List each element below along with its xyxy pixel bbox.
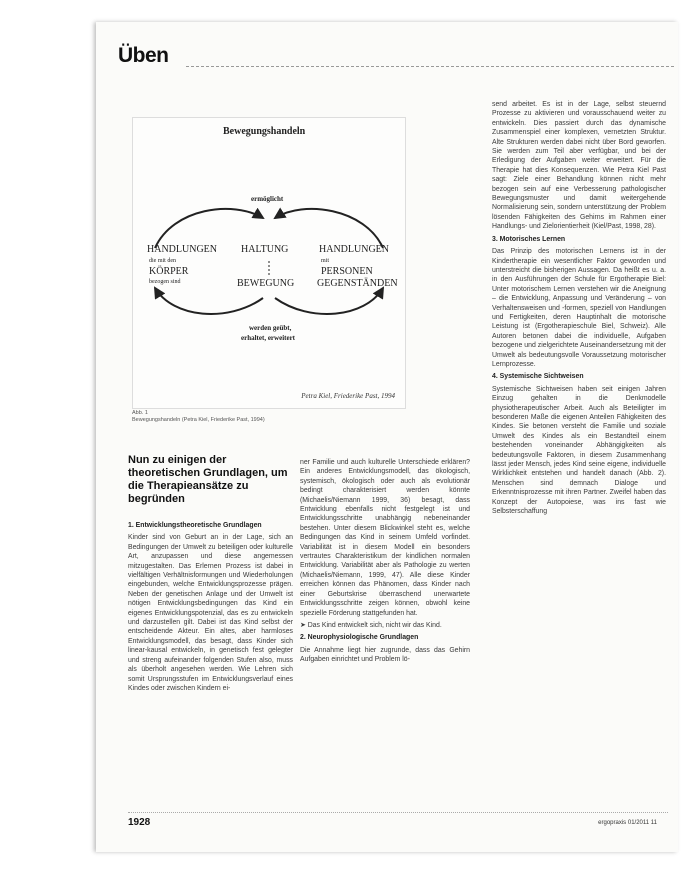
label-right-sub2: PERSONEN <box>321 266 373 277</box>
label-bottom-line2: erhaltet, erweitert <box>241 334 296 342</box>
column-1 <box>128 521 293 696</box>
bullet-text: Das Kind entwickelt sich, nicht wir das Kind. <box>307 621 442 629</box>
label-center-bottom: BEWEGUNG <box>237 278 295 289</box>
label-left-sub3: bezogen sind <box>149 279 181 285</box>
diagram-figure <box>132 117 406 409</box>
upper-right-arc <box>275 209 383 248</box>
upper-left-arc <box>155 209 263 248</box>
figure-title: Bewegungshandeln <box>223 126 306 137</box>
caption-label: Abb. 1 <box>132 410 148 416</box>
label-left-sub2: KÖRPER <box>149 266 189 277</box>
journal-footer: ergopraxis 01/2011 11 <box>598 820 657 826</box>
column-2-text: ner Familie und auch kulturelle Unterschiede erklären? Ein anderes Entwicklungsmodell, das ökologisch, systemisch, ökologisch oder auch als evolutionär bedingt charakterisiert werden könnte (Michaelis/Niemann 1999, 36) besagt, dass Entwicklung ebenfalls nicht festgelegt ist und Entwicklungsschritte unabhängig nebeneinander bestehen. Unter diesem Blickwinkel steht es, welche Bedingungen das Kind in seinem Umfeld vorfindet. Variabilität ist in diesem Modell ein besonders vertrautes Charakteristikum der kindlichen normalen Entwicklung. Variabilität aber als Pathologie zu werten (Michaelis/Niemann, 1999, 47). Alle diese Kinder erreichen können das Phänomen, dass Kinder nach einer Geburtskrise überraschend unerwartete Entwicklungsschritte zeigen können, obwohl keine spezielle Förderung stattgefunden hat. <box>300 459 470 617</box>
label-right-main: HANDLUNGEN <box>319 244 389 255</box>
column-1-text: Kinder sind von Geburt an in der Lage, sich an Bedingungen der Umwelt zu beteiligen oder kulturelle Art, anzupassen und diese angemessen mitzugestalten. Das Erlernen Prozess ist dabei in vielfältigen Verhältnisformungen und Wiederholungen eingebunden, welche Entwicklungsprozesse prägen. Neben der genetischen Anlage und der Umwelt ist nötigen Entwicklungsbedingungen das Kind ein eigenes Entwicklungspotenzial, das es zu entwickeln und darzustellen gilt. Dabei ist das Kind selbst der entscheidende Akteur. Ein altes, aber harmloses Entwicklungsmodell, das besagt, dass Kinder sich linear-kausal entwickeln, in genetisch fest gelegter und streng aufeinander folgenden Stufen also, muss als überholt angesehen werden. Wie Lehren sich somit Ursprungsstufen im Entwicklungsverlauf eines Kindes oder zwischen Kindern ei- <box>128 534 293 692</box>
subheading-3: 3. Motorisches Lernen <box>492 235 566 243</box>
label-left-main: HANDLUNGEN <box>147 244 217 255</box>
lower-right-arc <box>275 288 383 314</box>
header-rule <box>186 66 674 67</box>
figure-caption <box>132 410 404 424</box>
column-3-text-2: Das Prinzip des motorischen Lernens ist in der Kindertherapie ein wesentlicher Faktor geworden und unterstreicht die bisherigen Aussagen. Da heißt es u. a. in den Ausführungen der Schule für Ergotherapie Biel: Unter motorischem Lernen verstehen wir die Aneignung – die Entwicklung, Anpassung und Veränderung – von Verhaltensweisen und -formen, speziell von Handlungen und Fertigkeiten, deren Hauptinhalt die motorische Leistung ist (Ergotherapieschule Biel, Schweiz). Alle Autoren betonen dabei die individuelle, Aufgaben bezogene und zielgerichtete Auseinandersetzung mit der Umwelt als bedeutungsvolle Voraussetzung motorischer Lernprozesse. <box>492 248 666 368</box>
column-2 <box>300 458 470 668</box>
label-right-sub3: GEGENSTÄNDEN <box>317 278 398 289</box>
bullet-point: ➤ Das Kind entwickelt sich, nicht wir das Kind. <box>300 621 442 629</box>
label-left-sub1: die mit den <box>149 258 176 264</box>
subheading-4: 4. Systemische Sichtweisen <box>492 373 584 381</box>
label-enables: ermöglicht <box>251 195 284 203</box>
page-number: 1928 <box>128 817 151 828</box>
column-2-text-cont: Die Annahme liegt hier zugrunde, dass das Gehirn Aufgaben einrichtet und Problem lö- <box>300 646 470 664</box>
label-right-sub1: mit <box>321 258 330 264</box>
subheading-2: 2. Neurophysiologische Grundlagen <box>300 634 419 642</box>
column-3-text-3: Systemische Sichtweisen haben seit einigen Jahren Einzug gehalten in die Denkmodelle physiotherapeutischer Arbeit. Auch als Beteiligter im besonderen Maße die eigenen Anteilen Fähigkeiten des Kindes. Sie betonen versteht die Familie und soziale Umwelt des Kindes als ein Bestandteil einem bestehenden voneinander Abhängigkeiten als bedeutungsvolle Faktoren, in diesem Zusammenhang lässt jeder Mensch, jedes Kind seine eigene, individuelle Wirklichkeit entstehen und handelt danach (Abb. 2). Menschen sind demnach Dialoge und Erkenntnisprozesse mit ihren Partner. Zweifel haben das Konzept der Autopoiese, was ins fast wie Selbsterschaffung <box>492 385 666 516</box>
column-3-text: send arbeitet. Es ist in der Lage, selbst steuernd Prozesse zu aktivieren und vorausschauend weiter zu entwickeln. Dies passiert durch das dynamische Zusammenspiel einer komplexen, vernetzten Struktur. Alte Strukturen werden dabei nicht über Bord geworfen. Sie werden zum Teil aber verfügbar, und bei der Erledigung der Aufgaben weiter erweitert. Für die Therapie hat dies Konsequenzen. Wie Petra Kiel Past sagt: Ziele einer Behandlung können nicht mehr bezogen sein auf eine Verbesserung pathologischer Bewegungsmuster und damit weitergehende Normalisierung sein, sondern unterstützung der Problem lösenden Fähigkeiten des Gehirns im Rahmen einer Handlungs- und Zielorientierheit (Kiel/Past, 1998, 28). <box>492 101 666 231</box>
column-3 <box>492 100 666 519</box>
label-center-top: HALTUNG <box>241 244 289 255</box>
section-title: Üben <box>118 44 169 67</box>
lower-left-arc <box>155 288 263 314</box>
figure-credit: Petra Kiel, Friederike Past, 1994 <box>301 392 395 400</box>
caption-text: Bewegungshandeln (Petra Kiel, Friederike Past, 1994) <box>132 417 265 423</box>
footer-rule <box>128 812 668 813</box>
article-headline: Nun zu einigen der theoretischen Grundlagen, um die Therapieansätze zu begründen <box>128 454 288 505</box>
subheading-1: 1. Entwicklungstheoretische Grundlagen <box>128 522 262 529</box>
label-bottom-line1: werden geübt, <box>249 324 292 332</box>
